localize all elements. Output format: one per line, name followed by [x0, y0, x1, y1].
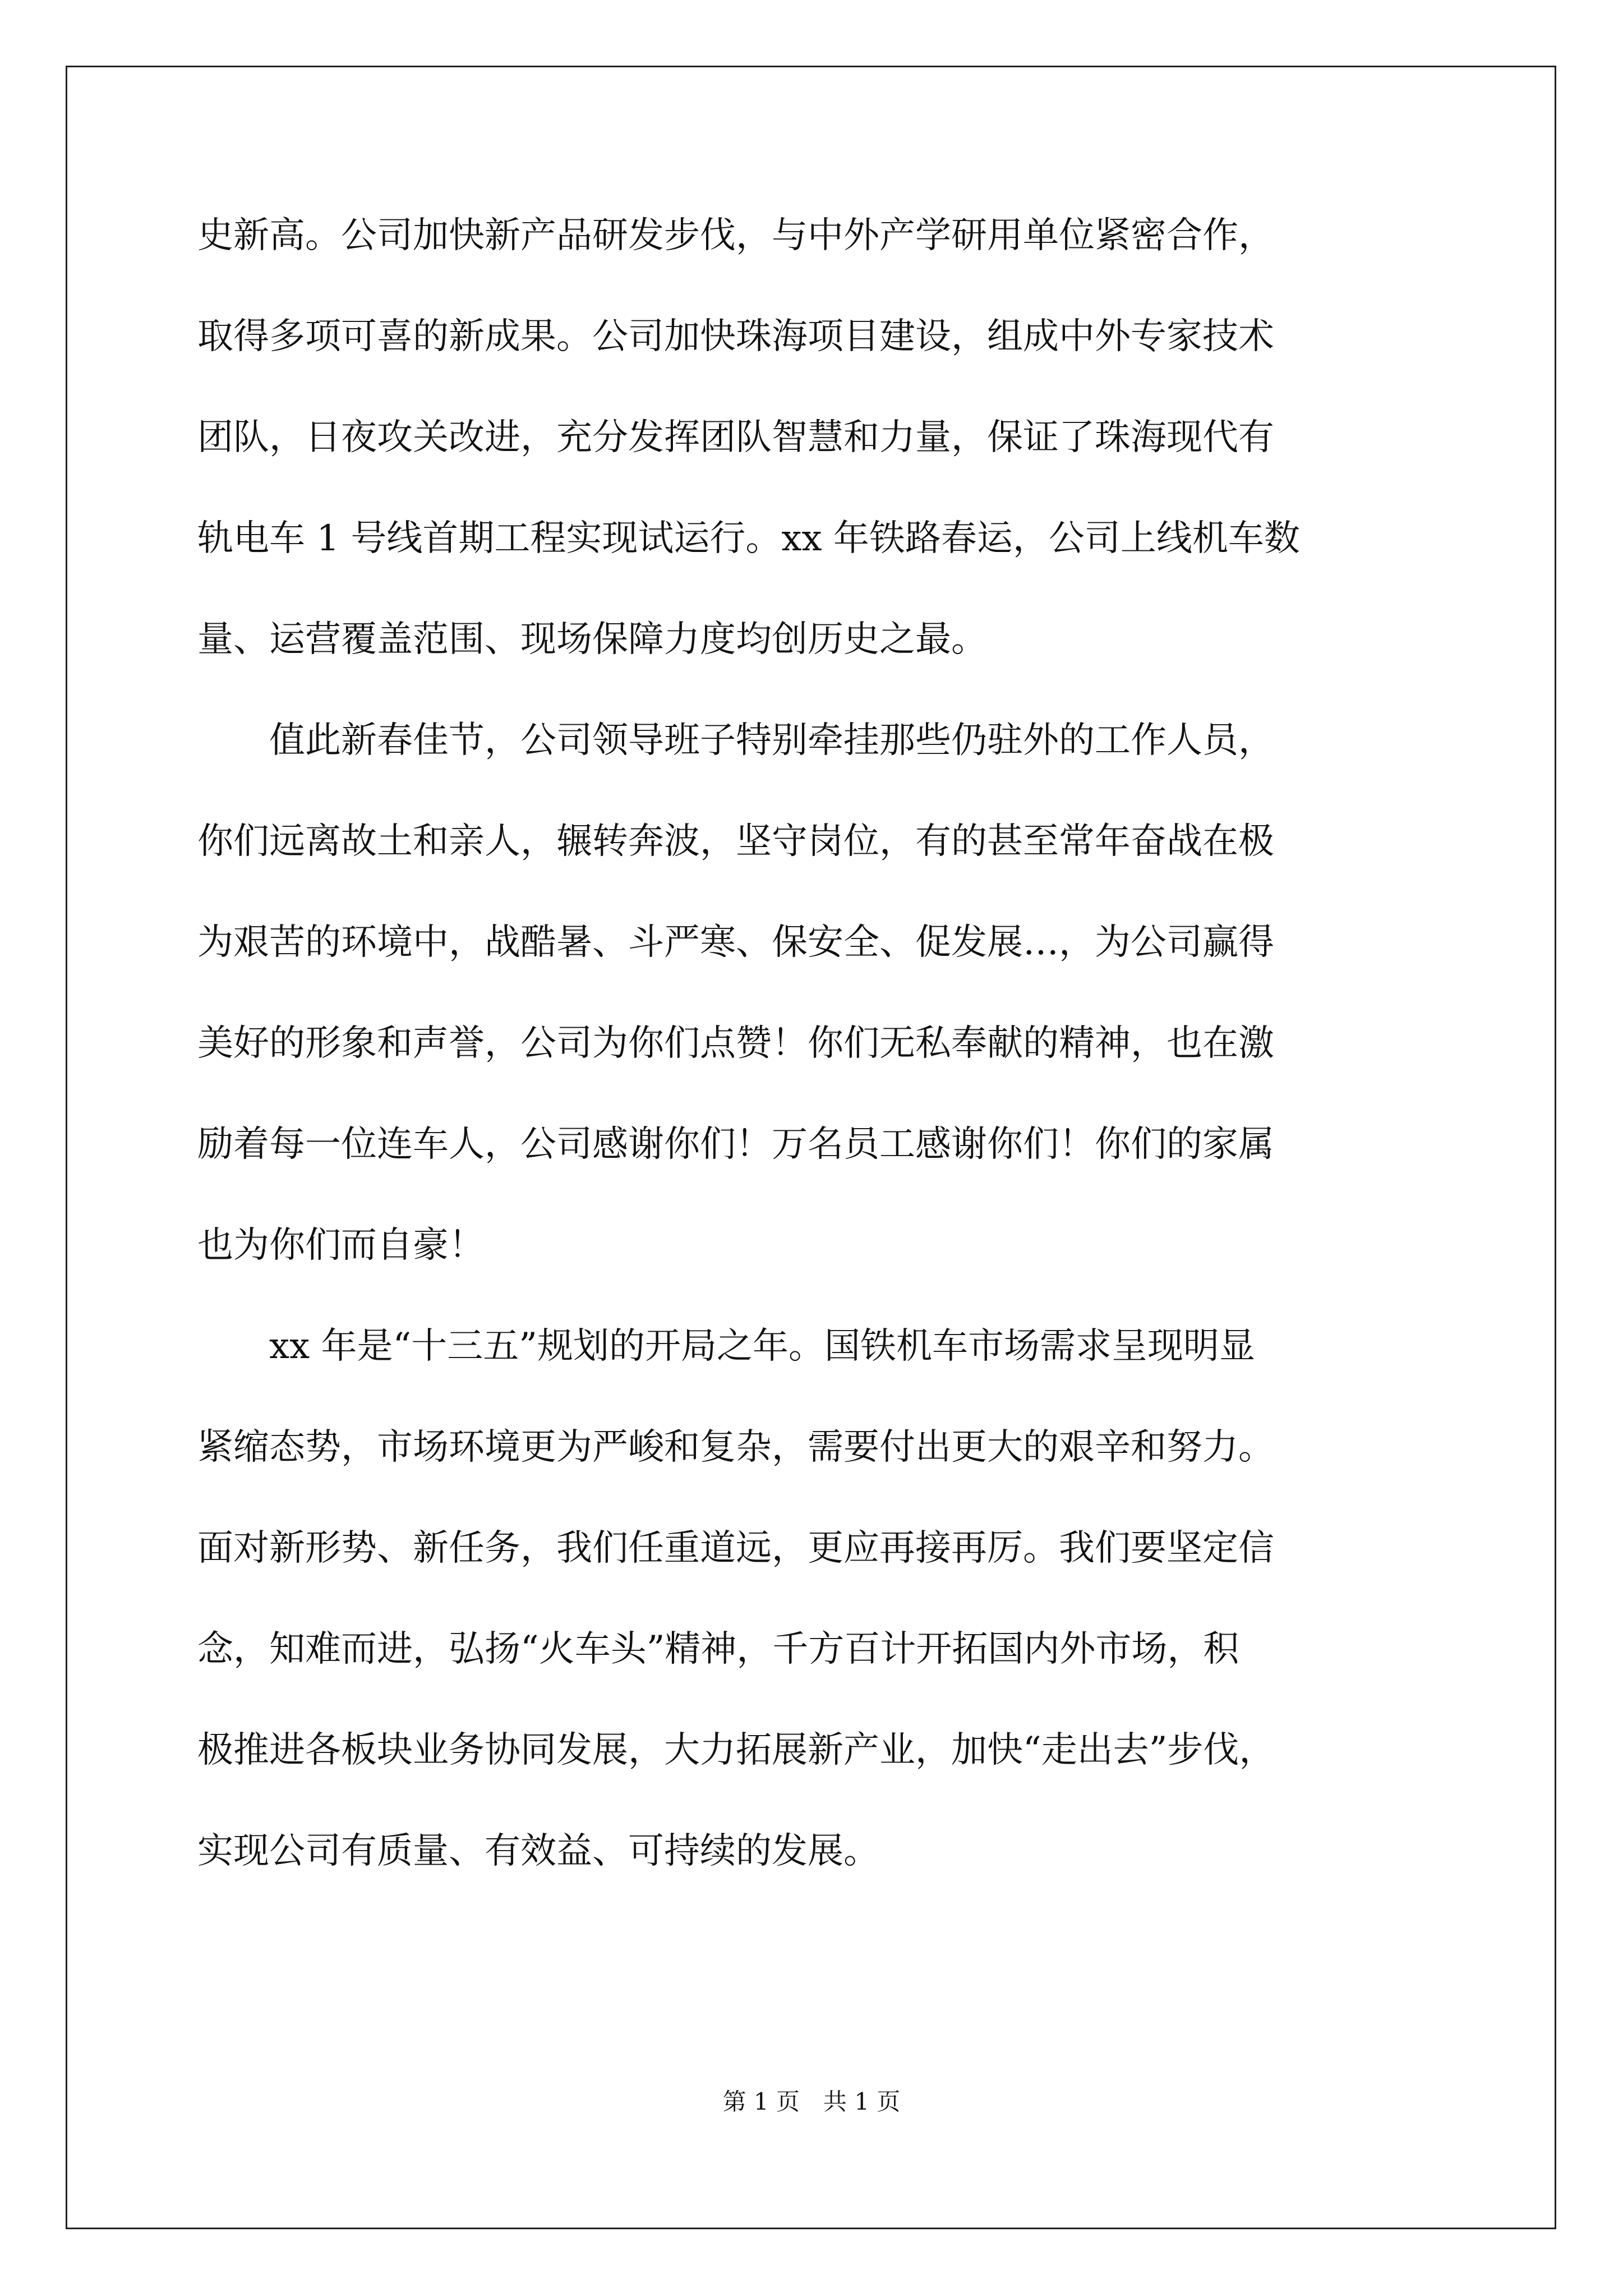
text-line: 史新高。公司加快新产品研发步伐，与中外产学研用单位紧密合作，	[197, 215, 1274, 256]
text-line: 你们远离故土和亲人，辗转奔波，坚守岗位，有的甚至常年奋战在极	[197, 821, 1274, 862]
text-line: 为艰苦的环境中，战酷暑、斗严寒、保安全、促发展…，为公司赢得	[197, 922, 1274, 963]
text-line: 实现公司有质量、有效益、可持续的发展。	[197, 1830, 879, 1872]
text-line: 面对新形势、新任务，我们任重道远，更应再接再厉。我们要坚定信	[197, 1527, 1274, 1569]
text-line: 取得多项可喜的新成果。公司加快珠海项目建设，组成中外专家技术	[197, 316, 1274, 357]
page-footer: 第 1 页 共 1 页	[722, 2088, 901, 2115]
text-line: 念，知难而进，弘扬“火车头”精神，千方百计开拓国内外市场，积	[197, 1628, 1239, 1670]
document-body	[197, 210, 1426, 1927]
text-line: 紧缩态势，市场环境更为严峻和复杂，需要付出更大的艰辛和努力。	[197, 1427, 1274, 1468]
text-line: 极推进各板块业务协同发展，大力拓展新产业，加快“走出去”步伐，	[197, 1729, 1275, 1771]
text-line: 励着每一位连车人，公司感谢你们！万名员工感谢你们！你们的家属	[197, 1124, 1274, 1165]
paragraph-first-line: 值此新春佳节，公司领导班子特别牵挂那些仍驻外的工作人员，	[269, 720, 1274, 761]
paragraph-first-line: xx 年是“十三五”规划的开局之年。国铁机车市场需求呈现明显	[269, 1326, 1255, 1367]
text-line: 也为你们而自豪！	[197, 1225, 485, 1266]
text-line: 轨电车 1 号线首期工程实现试运行。xx 年铁路春运，公司上线机车数	[197, 518, 1300, 559]
text-line: 团队，日夜攻关改进，充分发挥团队智慧和力量，保证了珠海现代有	[197, 417, 1274, 458]
text-line: 量、运营覆盖范围、现场保障力度均创历史之最。	[197, 619, 987, 660]
text-line: 美好的形象和声誉，公司为你们点赞！你们无私奉献的精神，也在激	[197, 1023, 1274, 1064]
